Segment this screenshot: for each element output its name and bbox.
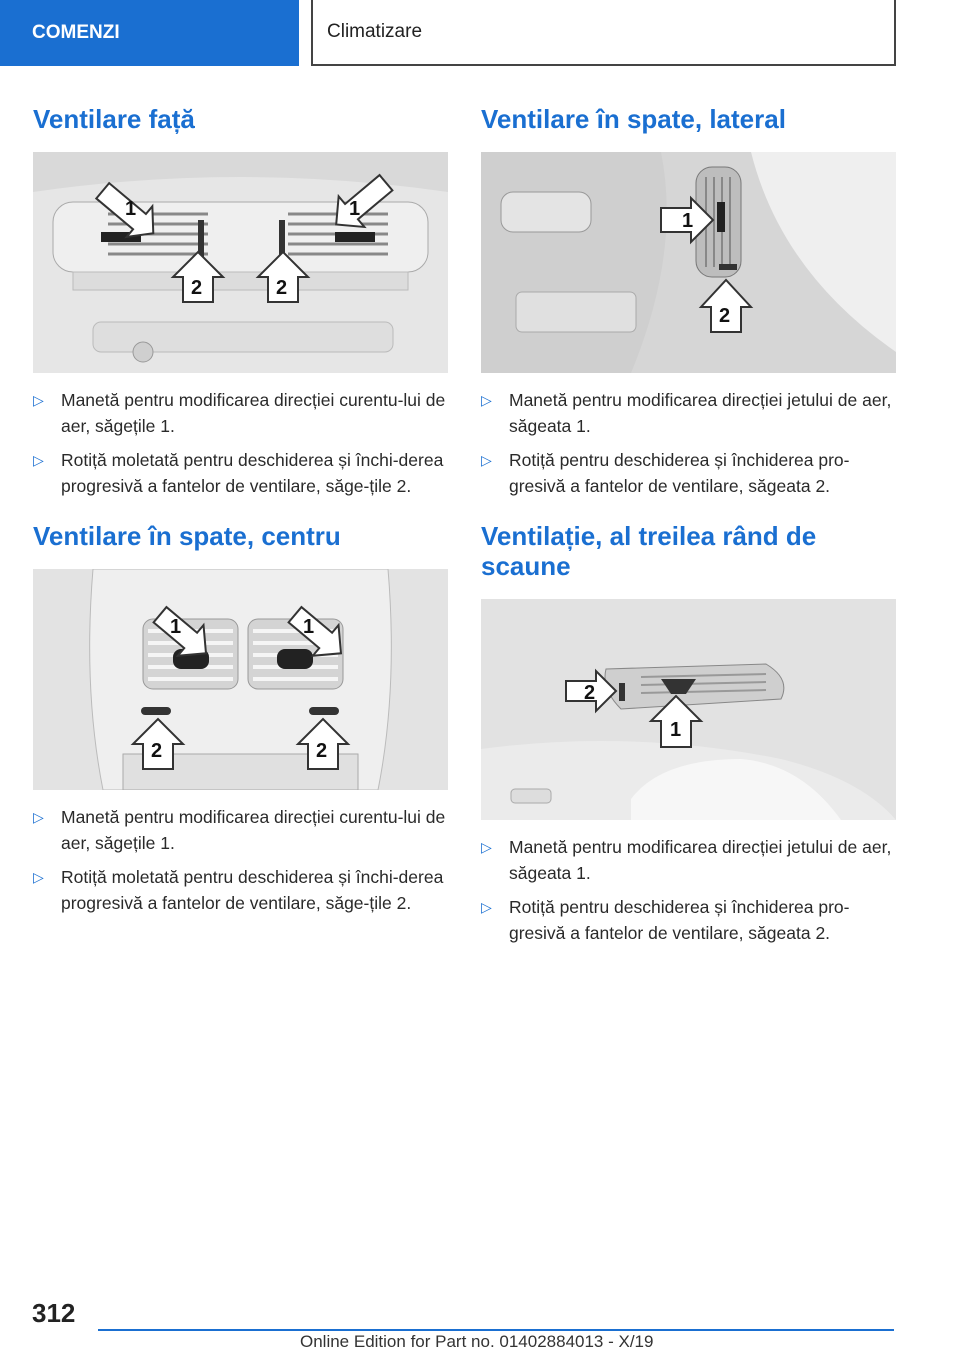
chapter-tab[interactable] <box>0 0 299 66</box>
arrow-label-2: 2 <box>584 682 596 704</box>
list-item: ▷ Rotiță pentru deschiderea și închiderea pro-gresivă a fantelor de ventilare, săgeata 2. <box>481 894 896 946</box>
bullet-icon: ▷ <box>33 809 44 825</box>
footer-edition: Online Edition for Part no. 01402884013 - X/19 <box>300 1332 654 1351</box>
arrow-label-1: 1 <box>670 719 682 741</box>
arrow-label-1-right: 1 <box>349 198 361 220</box>
list-item: ▷ Manetă pentru modificarea direcției curentu-lui de aer, săgețile 1. <box>33 387 448 439</box>
arrow-label-2-right: 2 <box>276 277 288 299</box>
arrow-label-2-left: 2 <box>191 277 203 299</box>
page-number: 312 <box>32 1298 76 1328</box>
bullet-icon: ▷ <box>481 452 492 468</box>
bullet-icon: ▷ <box>33 392 44 408</box>
arrow-label-1-left: 1 <box>170 616 182 638</box>
rear-lateral-list <box>481 387 896 499</box>
rear-center-vents-figure <box>33 569 448 790</box>
third-row-vents-figure <box>481 599 896 820</box>
right-column <box>481 96 896 968</box>
heading-front-ventilation: Ventilare față <box>33 104 195 134</box>
front-vents-figure <box>33 152 448 373</box>
list-item: ▷ Manetă pentru modificarea direcției curentu-lui de aer, săgețile 1. <box>33 804 448 856</box>
front-ventilation-list <box>33 387 448 499</box>
bullet-icon: ▷ <box>481 899 492 915</box>
rear-lateral-vents-figure <box>481 152 896 373</box>
bullet-icon: ▷ <box>481 392 492 408</box>
heading-rear-center: Ventilare în spate, centru <box>33 521 341 551</box>
list-item: ▷ Rotiță moletată pentru deschiderea și închi-derea progresivă a fantelor de ventilare, săge-țile 2. <box>33 864 448 916</box>
arrow-label-2-right: 2 <box>316 740 328 762</box>
heading-rear-lateral: Ventilare în spate, lateral <box>481 104 786 134</box>
arrow-label-1-right: 1 <box>303 616 315 638</box>
list-item: ▷ Rotiță moletată pentru deschiderea și închi-derea progresivă a fantelor de ventilare, săge-țile 2. <box>33 447 448 499</box>
heading-third-row: Ventilație, al treilea rând de scaune <box>481 521 817 581</box>
bullet-icon: ▷ <box>33 869 44 885</box>
chapter-label: COMENZI <box>32 22 120 43</box>
arrow-label-2-left: 2 <box>151 740 163 762</box>
rear-center-list <box>33 804 448 916</box>
list-item: ▷ Manetă pentru modificarea direcției jetului de aer, săgeata 1. <box>481 387 896 439</box>
bullet-icon: ▷ <box>33 452 44 468</box>
list-item: ▷ Rotiță pentru deschiderea și închiderea pro-gresivă a fantelor de ventilare, săgeata 2. <box>481 447 896 499</box>
section-label: Climatizare <box>327 21 423 42</box>
third-row-list <box>481 834 896 946</box>
left-column <box>33 96 448 938</box>
bullet-icon: ▷ <box>481 839 492 855</box>
arrow-label-2: 2 <box>719 305 731 327</box>
list-item: ▷ Manetă pentru modificarea direcției jetului de aer, săgeata 1. <box>481 834 896 886</box>
footer-divider <box>98 1329 894 1331</box>
section-tab[interactable] <box>311 0 896 66</box>
arrow-label-1: 1 <box>682 210 694 232</box>
arrow-label-1-left: 1 <box>125 198 137 220</box>
